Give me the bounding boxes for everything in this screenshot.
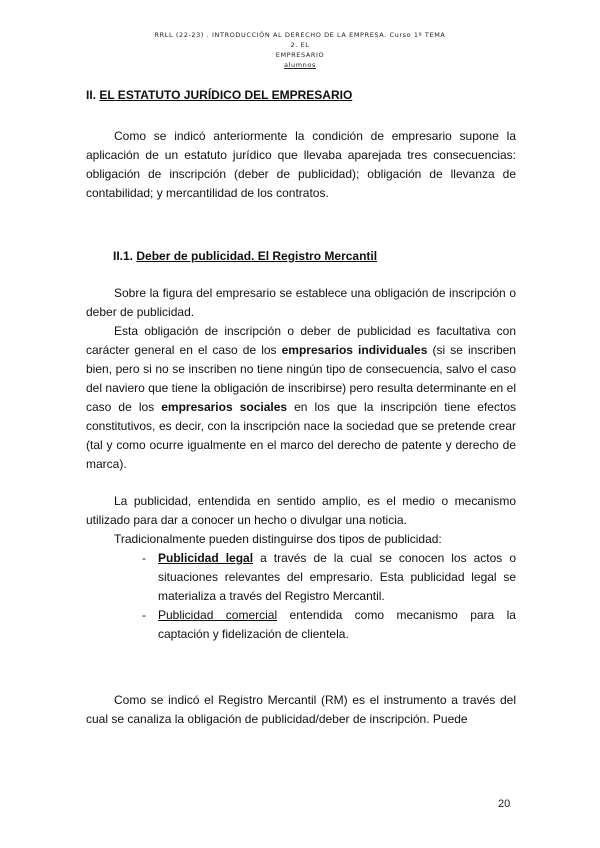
- publicity-types-list: [86, 549, 516, 644]
- section-intro-paragraph: Como se indicó anteriormente la condición de empresario supone la aplicación de un estatuto jurídico que llevaba aparejada tres consecuencias: obligación de inscripción (deber de publicidad); obligación de llevanza de contabilidad; y mercantilidad de los contratos.: [86, 129, 516, 200]
- paragraph-facultative: [86, 322, 516, 474]
- list-dash: -: [142, 608, 146, 622]
- header-line-3: alumnos: [284, 61, 316, 69]
- document-body: [86, 86, 516, 729]
- paragraph-registro-mercantil: Como se indicó el Registro Mercantil (RM) es el instrumento a través del cual se canaliza la obligación de publicidad/deber de inscripción. Puede: [86, 693, 516, 726]
- section-heading: [86, 86, 516, 105]
- paragraph-facultative-part-a: Esta obligación de inscripción o deber de publicidad es facultativa con carácter general en el caso de los: [86, 324, 516, 357]
- term-publicidad-comercial: Publicidad comercial: [158, 608, 278, 622]
- subsection-number: II.1.: [113, 249, 134, 263]
- term-empresarios-sociales: empresarios sociales: [161, 400, 288, 414]
- subsection-heading: [113, 247, 516, 266]
- list-dash: -: [142, 551, 146, 565]
- paragraph-obligation: Sobre la figura del empresario se establece una obligación de inscripción o deber de publicidad.: [86, 286, 516, 319]
- section-number: II.: [86, 88, 97, 102]
- section-title: EL ESTATUTO JURÍDICO DEL EMPRESARIO: [99, 88, 353, 102]
- header-line-1: RRLL (22-23) . INTRODUCCIÓN AL DERECHO DE LA EMPRESA. Curso 1º TEMA 2. EL: [154, 31, 446, 49]
- subsection-title: Deber de publicidad. El Registro Mercantil: [136, 249, 378, 263]
- paragraph-facultative-part-c: (si se inscriben bien, pero si no se inscriben no tiene ningún tipo de consecuencia, salvo el caso del naviero que tiene la obligación de inscribirse) pero resulta determinante en el caso de los: [86, 343, 516, 414]
- list-item-text: a través de la cual se conocen los actos o situaciones relevantes del empresario. Esta publicidad legal se materializa a través del Registro Mercantil.: [158, 551, 516, 603]
- running-header: [150, 30, 450, 70]
- paragraph-publicidad-definition: La publicidad, entendida en sentido amplio, es el medio o mecanismo utilizado para dar a conocer un hecho o divulgar una noticia.: [86, 494, 516, 527]
- list-item-publicidad-comercial: [86, 606, 516, 644]
- paragraph-publicidad-types: Tradicionalmente pueden distinguirse dos tipos de publicidad:: [114, 532, 442, 546]
- page-number: 20: [498, 798, 511, 810]
- paragraph-facultative-part-d: en los que la inscripción tiene efectos constitutivos, es decir, con la inscripción nace la sociedad que se pretende crear (tal y como ocurre igualmente en el marco del derecho de patente y derecho de marca).: [86, 400, 516, 471]
- header-line-2: EMPRESARIO: [275, 51, 325, 59]
- term-publicidad-legal: Publicidad legal: [158, 551, 254, 565]
- list-item-publicidad-legal: [86, 549, 516, 606]
- term-empresarios-individuales: empresarios individuales: [281, 343, 428, 357]
- list-item-text: entendida como mecanismo para la captación y fidelización de clientela.: [158, 608, 516, 641]
